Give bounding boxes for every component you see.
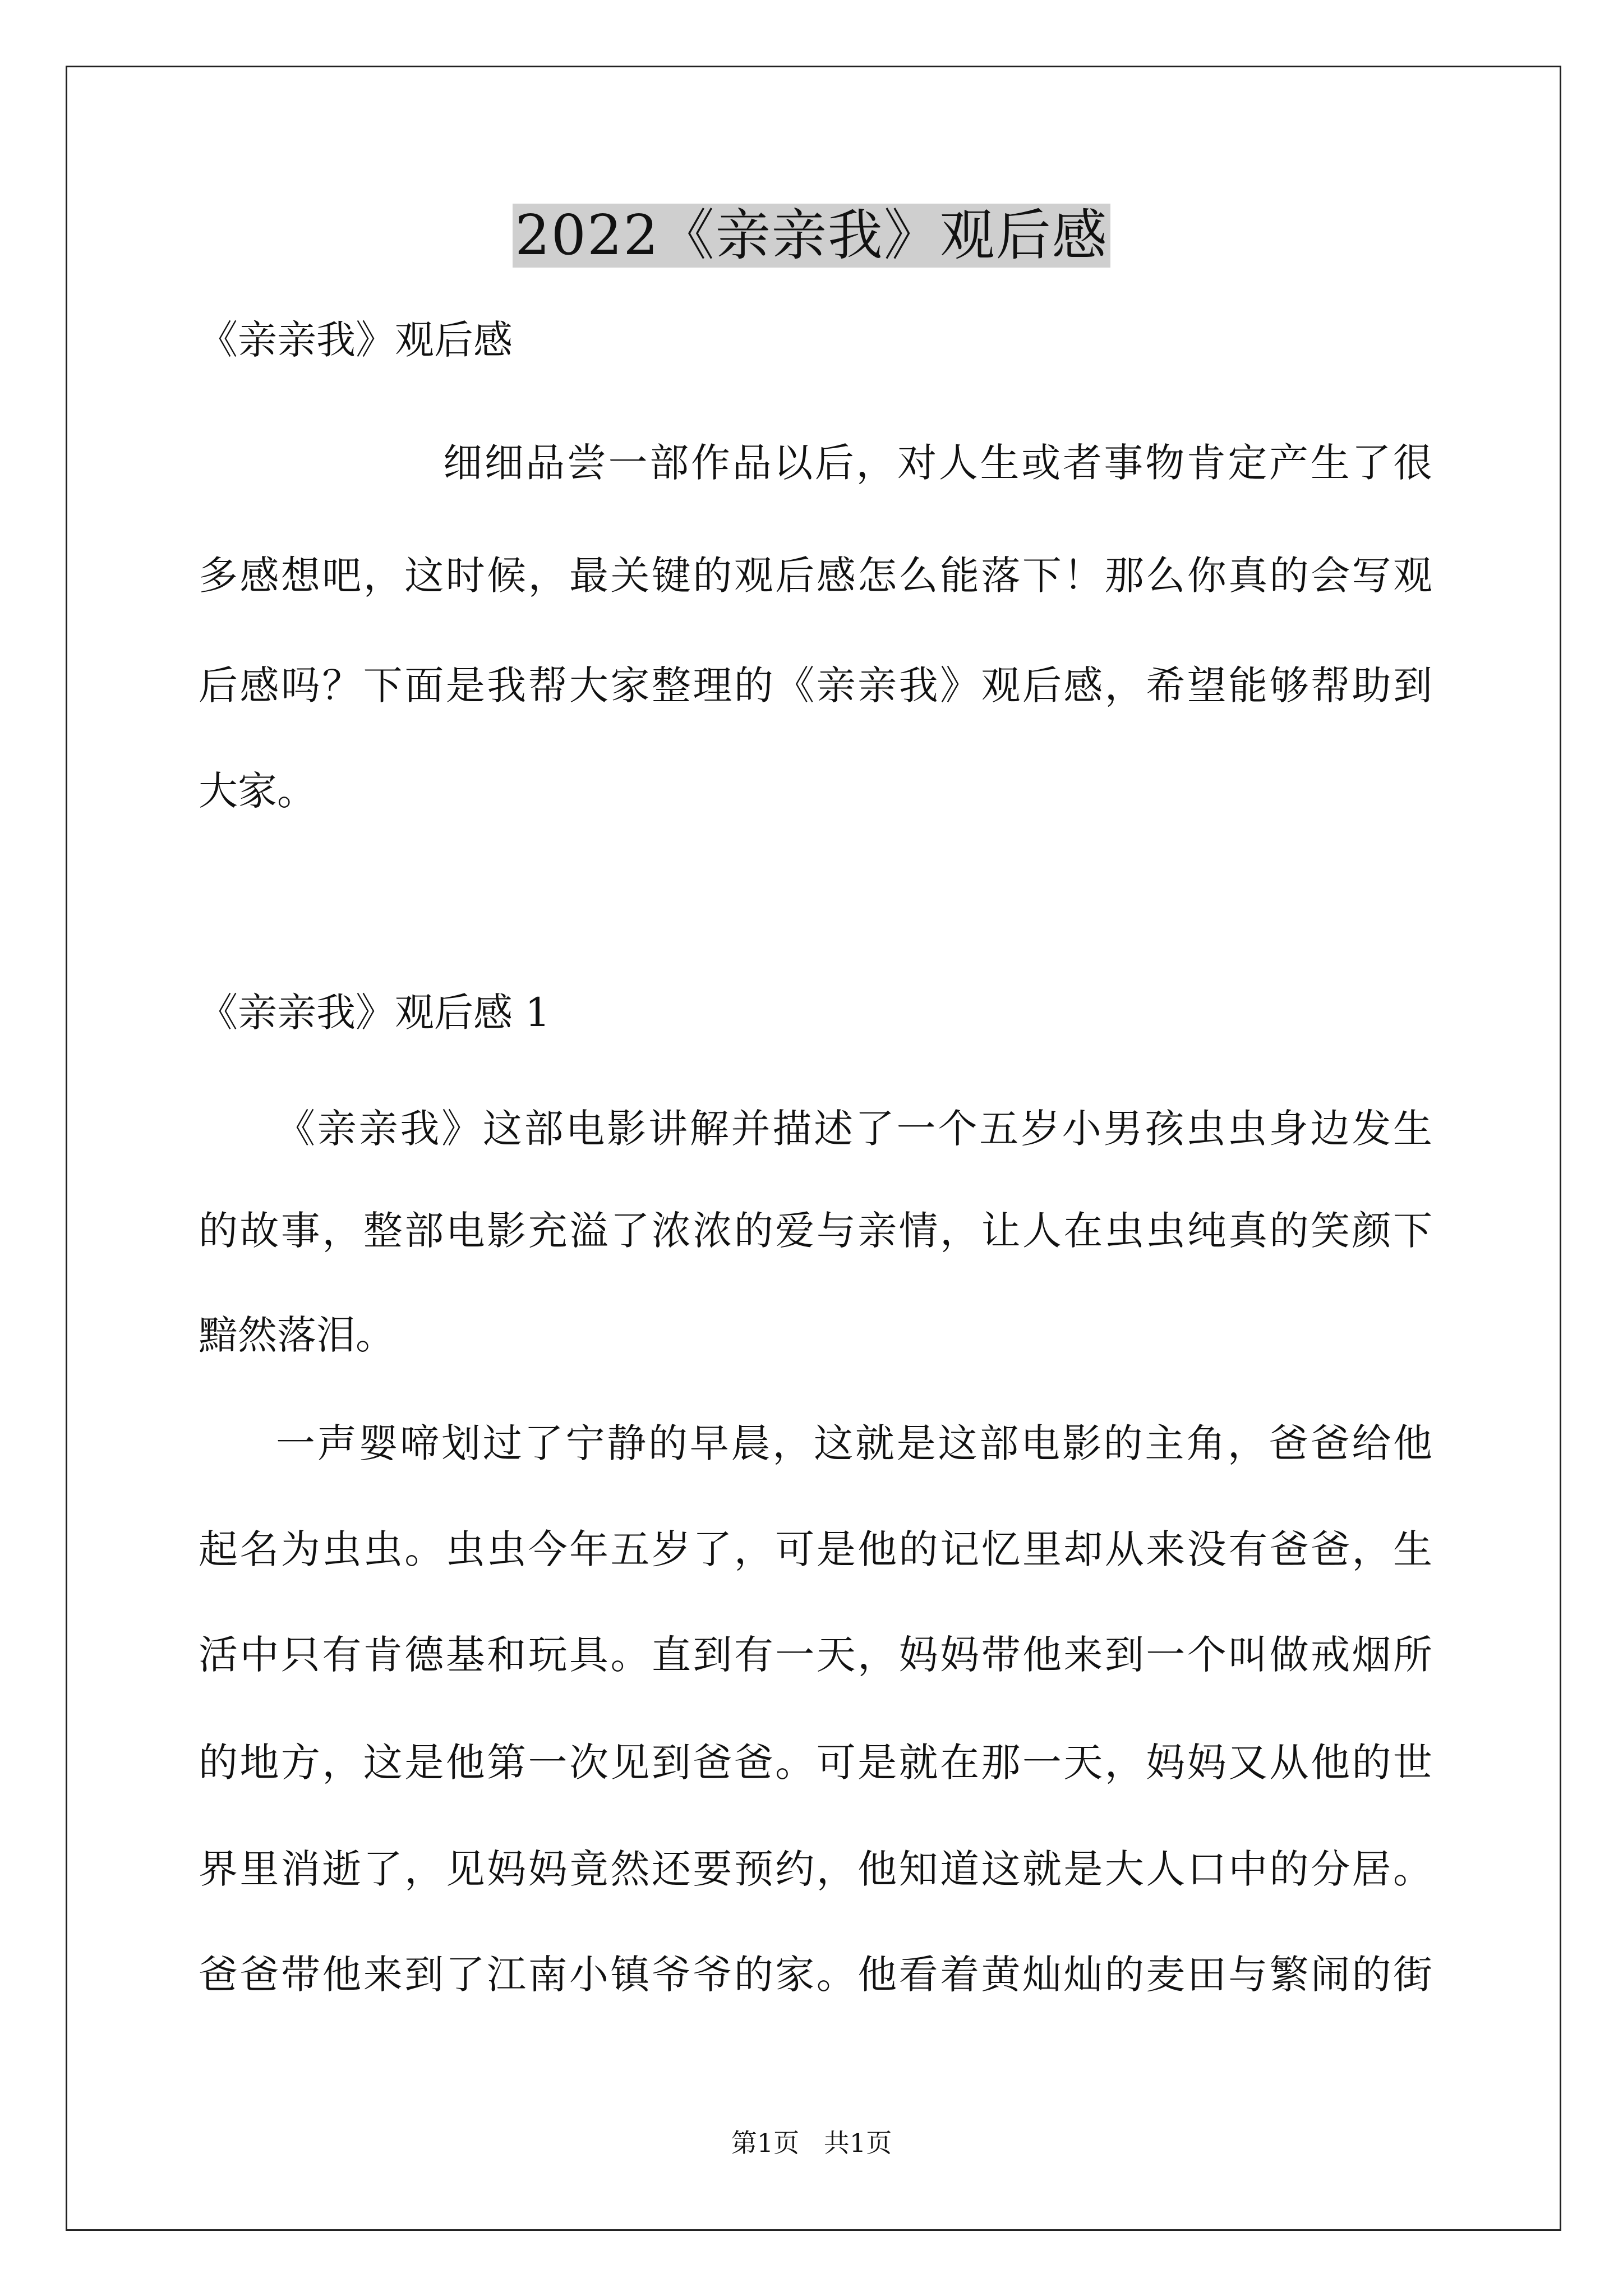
paragraph-line: 的地方，这是他第一次见到爸爸。可是就在那一天，妈妈又从他的世 xyxy=(199,1740,1432,1786)
paragraph-line: 一声婴啼划过了宁静的早晨，这就是这部电影的主角，爸爸给他 xyxy=(276,1420,1432,1466)
paragraph-line: 爸爸带他来到了江南小镇爷爷的家。他看着黄灿灿的麦田与繁闹的街 xyxy=(199,1952,1432,1998)
paragraph-line: 《亲亲我》这部电影讲解并描述了一个五岁小男孩虫虫身边发生 xyxy=(276,1106,1432,1152)
intro-line: 细细品尝一部作品以后，对人生或者事物肯定产生了很 xyxy=(443,440,1432,486)
paragraph-line: 起名为虫虫。虫虫今年五岁了，可是他的记忆里却从来没有爸爸，生 xyxy=(199,1526,1432,1572)
document-title xyxy=(0,196,1623,275)
paragraph-line: 的故事，整部电影充溢了浓浓的爱与亲情，让人在虫虫纯真的笑颜下 xyxy=(199,1208,1432,1254)
paragraph-line: 黯然落泪。 xyxy=(199,1312,395,1358)
page-footer: 第1页 共1页 xyxy=(731,2128,892,2158)
section-heading: 《亲亲我》观后感 1 xyxy=(199,990,550,1036)
document-subtitle: 《亲亲我》观后感 xyxy=(199,317,513,363)
paragraph-line: 界里消逝了，见妈妈竟然还要预约，他知道这就是大人口中的分居。 xyxy=(199,1846,1432,1892)
document-title-text: 2022《亲亲我》观后感 xyxy=(513,204,1110,268)
intro-line: 后感吗？下面是我帮大家整理的《亲亲我》观后感，希望能够帮助到 xyxy=(199,662,1432,708)
paragraph-line: 活中只有肯德基和玩具。直到有一天，妈妈带他来到一个叫做戒烟所 xyxy=(199,1632,1432,1678)
intro-line: 大家。 xyxy=(199,768,316,814)
intro-line: 多感想吧，这时候，最关键的观后感怎么能落下！那么你真的会写观 xyxy=(199,553,1432,599)
